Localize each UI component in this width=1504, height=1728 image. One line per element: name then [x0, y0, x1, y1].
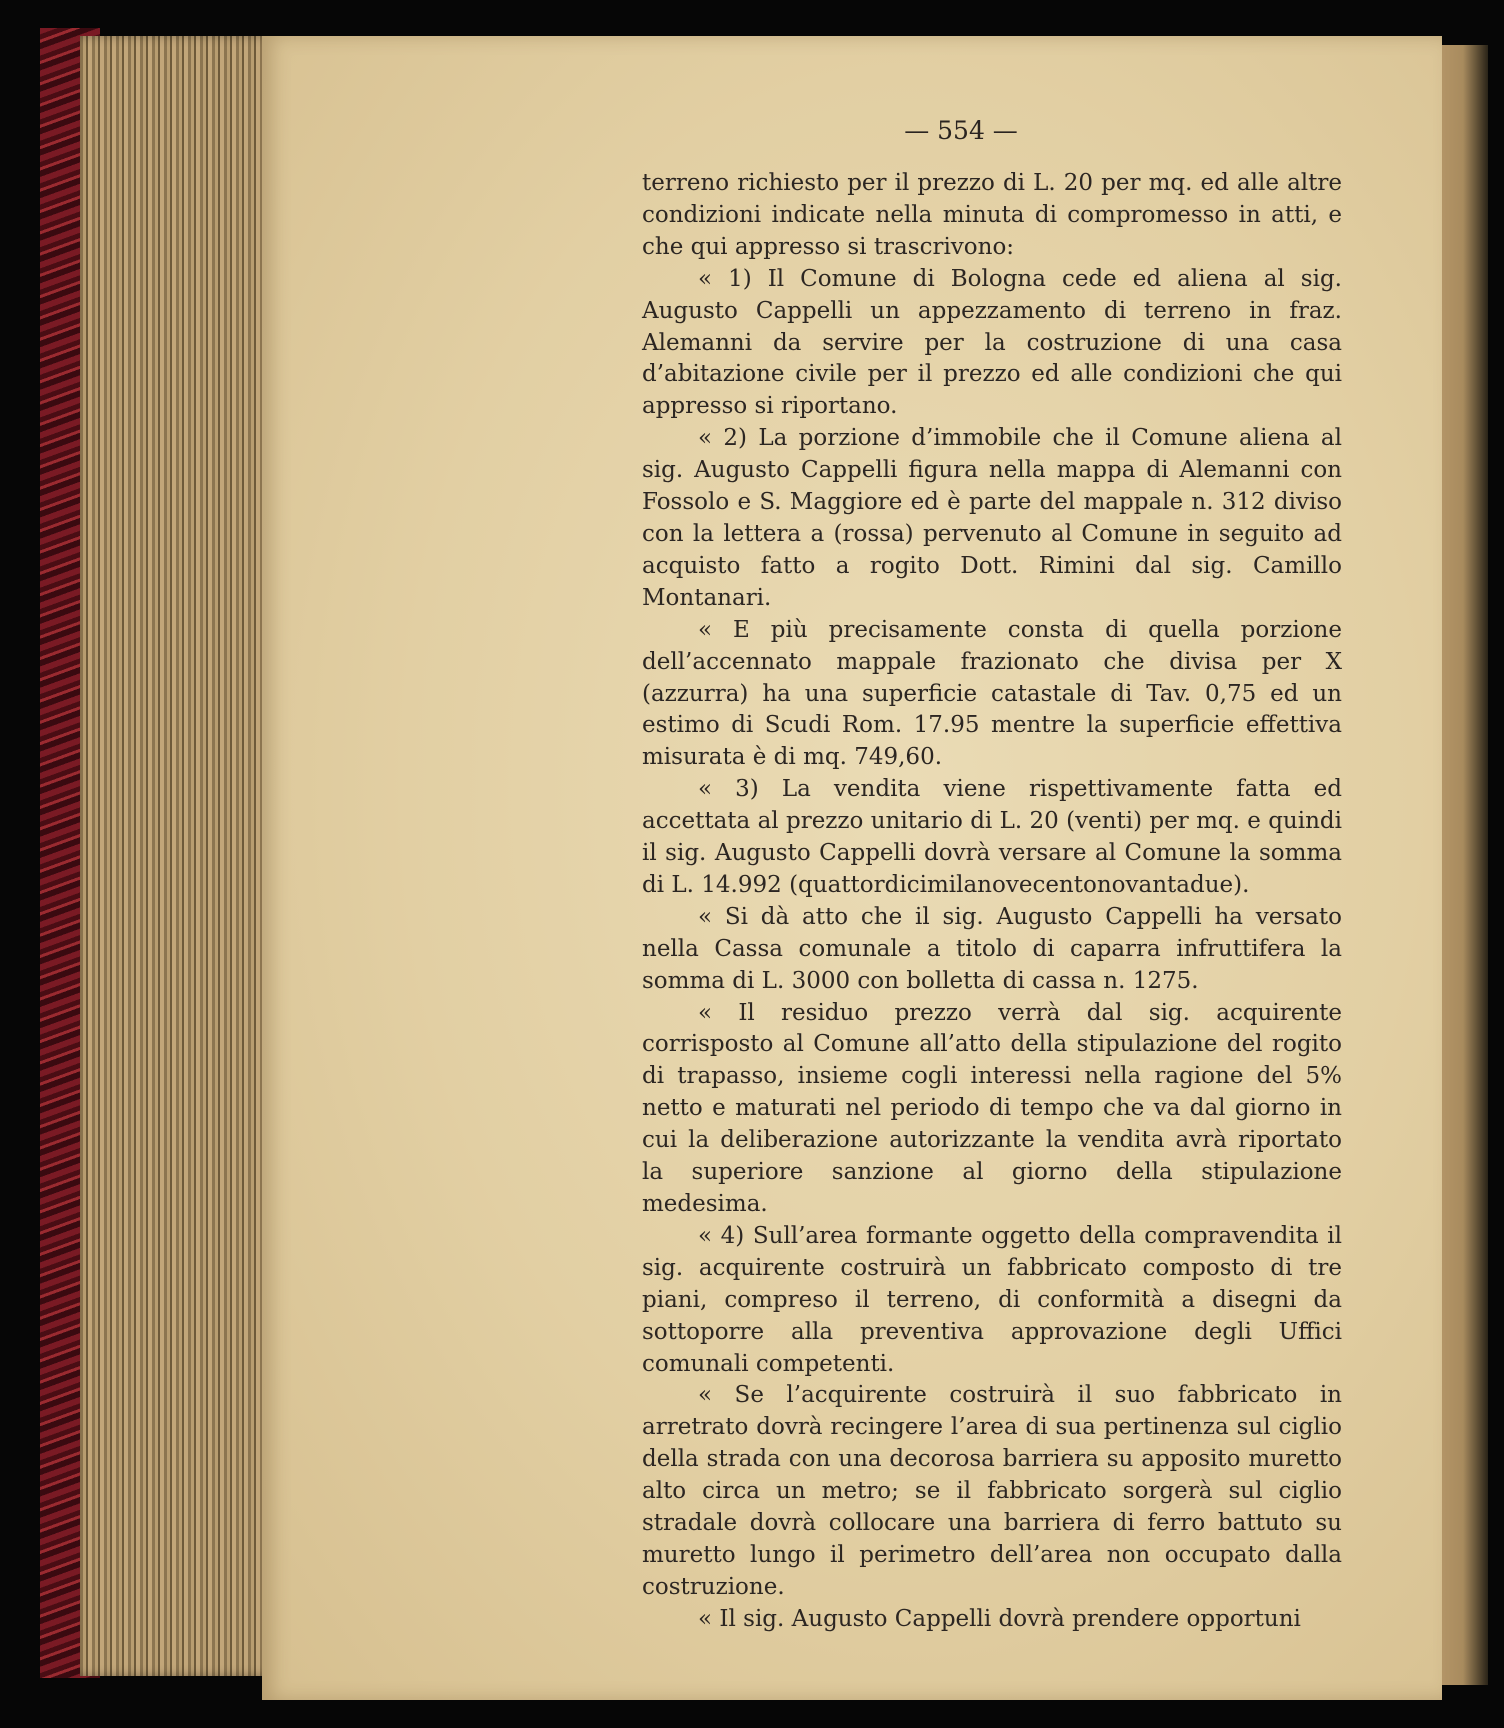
page-stack-edges — [80, 36, 280, 1676]
paragraph: « 4) Sull’area formante oggetto della compravendita il sig. acquirente costruirà un fabbricato composto di tre piani, compreso il terreno, di conformità a disegni da sottoporre alla preventiva approvazione degli Uffici comunali competenti. — [642, 1222, 1342, 1377]
paragraph: « 2) La porzione d’immobile che il Comune aliena al sig. Augusto Cappelli figura nella mappa di Alemanni con Fossolo e S. Maggiore ed è parte del mappale n. 312 diviso con la lettera a (rossa) pervenuto al Comune in seguito ad acquisto fatto a rogito Dott. Rimini dal sig. Camillo Montanari. — [642, 425, 1342, 611]
paragraph: « E più precisamente consta di quella porzione dell’accennato mappale frazionato che divisa per X (azzurra) ha una superficie catastale di Tav. 0,75 ed un estimo di Scudi Rom. 17.95 mentre la superficie effettiva misurata è di mq. 749,60. — [642, 616, 1342, 771]
paragraph: « 1) Il Comune di Bologna cede ed aliena al sig. Augusto Cappelli un appezzamento di terreno in fraz. Alemanni da servire per la costruzione di una casa d’abitazione civile per il prezzo ed alle condizioni che qui appresso si riportano. — [642, 265, 1342, 420]
paragraph: terreno richiesto per il prezzo di L. 20 per mq. ed alle altre condizioni indicate nella minuta di compromesso in atti, e che qui appresso si trascrivono: — [642, 170, 1342, 260]
page-number: — 554 — — [904, 116, 1018, 145]
paragraph: « Si dà atto che il sig. Augusto Cappelli ha versato nella Cassa comunale a titolo di caparra infruttifera la somma di L. 3000 con bolletta di cassa n. 1275. — [642, 903, 1342, 994]
paragraph: « Se l’acquirente costruirà il suo fabbricato in arretrato dovrà recingere l’area di sua pertinenza sul ciglio della strada con una decorosa barriera su apposito muretto alto circa un metro; se il fabbricato sorgerà sul ciglio stradale dovrà collocare una barriera di ferro battuto su muretto lungo il perimetro dell’area non occupato dalla costruzione. — [642, 1382, 1342, 1600]
facing-page-edge — [1438, 45, 1488, 1685]
paragraph: « 3) La vendita viene rispettivamente fatta ed accettata al prezzo unitario di L. 20 (venti) per mq. e quindi il sig. Augusto Cappelli dovrà versare al Comune la somma di L. 14.992 (quattordicimilanovecentonovantadue). — [642, 776, 1342, 898]
body-text — [642, 168, 1342, 1636]
paragraph: « Il sig. Augusto Cappelli dovrà prendere opportuni — [698, 1605, 1301, 1632]
book-page — [262, 36, 1442, 1700]
paragraph: « Il residuo prezzo verrà dal sig. acquirente corrisposto al Comune all’atto della stipulazione del rogito di trapasso, insieme cogli interessi nella ragione del 5% netto e maturati nel periodo di tempo che va dal giorno in cui la deliberazione autorizzante la vendita avrà riportato la superiore sanzione al giorno della stipulazione medesima. — [642, 999, 1342, 1217]
